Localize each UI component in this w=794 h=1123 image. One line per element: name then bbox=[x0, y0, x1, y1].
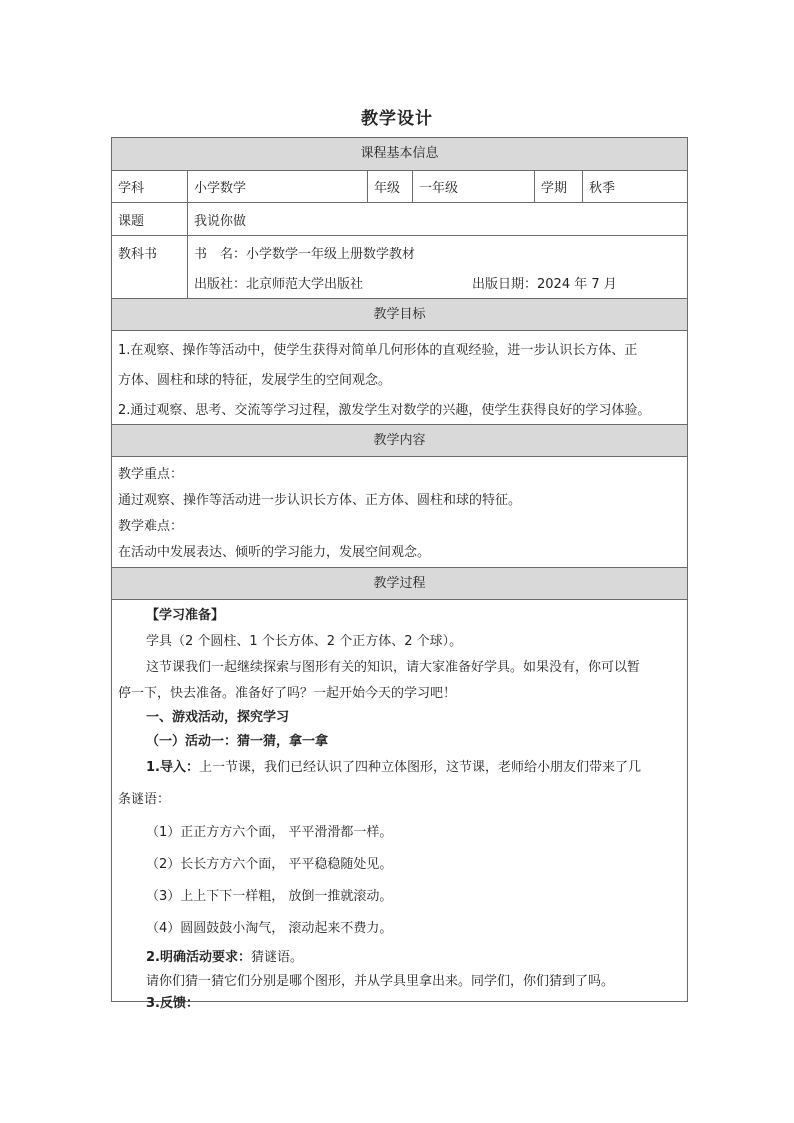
intro-text-b: 条谜语： bbox=[118, 792, 171, 807]
term-value: 秋季 bbox=[589, 181, 616, 196]
content-body bbox=[112, 457, 687, 568]
process-header: 教学过程 bbox=[112, 568, 687, 600]
section-1-heading: 一、游戏活动，探究学习 bbox=[146, 710, 290, 725]
subject-value: 小学数学 bbox=[188, 171, 368, 202]
objectives-header: 教学目标 bbox=[112, 299, 687, 331]
publish-date: 出版日期：2024 年 7 月 bbox=[472, 277, 617, 292]
intro-line-a bbox=[146, 756, 641, 775]
grade-value: 一年级 bbox=[413, 171, 535, 202]
objective-1b: 方体、圆柱和球的特征，发展学生的空间观念。 bbox=[118, 373, 392, 388]
feedback-label: 3.反馈： bbox=[146, 996, 199, 1011]
key-point-label: 教学重点： bbox=[118, 467, 184, 482]
objectives-body bbox=[112, 331, 687, 425]
subject-row bbox=[112, 171, 687, 203]
topic-row bbox=[112, 203, 687, 236]
riddle-3: （3）上上下下一样粗， 放倒一推就滚动。 bbox=[146, 889, 393, 904]
topic-label: 课题 bbox=[112, 203, 188, 235]
guess-text: 请你们猜一猜它们分别是哪个图形，并从学具里拿出来。同学们，你们猜到了吗。 bbox=[146, 974, 615, 989]
requirement-text: 猜谜语。 bbox=[250, 950, 303, 965]
key-point-text: 通过观察、操作等活动进一步认识长方体、正方体、圆柱和球的特征。 bbox=[118, 493, 522, 508]
prep-title: 【学习准备】 bbox=[146, 608, 225, 623]
prep-tools: 学具（2 个圆柱、1 个长方体、2 个正方体、2 个球）。 bbox=[146, 634, 463, 649]
riddle-2: （2）长长方方六个面， 平平稳稳随处见。 bbox=[146, 857, 393, 872]
publisher: 出版社：北京师范大学出版社 bbox=[194, 277, 364, 292]
intro-label: 1.导入： bbox=[146, 760, 199, 775]
content-header: 教学内容 bbox=[112, 425, 687, 457]
document-title: 教学设计 bbox=[361, 109, 433, 129]
prep-text-a: 这节课我们一起继续探索与图形有关的知识，请大家准备好学具。如果没有，你可以暂 bbox=[146, 660, 641, 675]
requirement-label: 2.明确活动要求： bbox=[146, 950, 251, 965]
grade-label: 年级 bbox=[368, 171, 413, 202]
book-name: 书 名：小学数学一年级上册数学教材 bbox=[194, 247, 416, 262]
objective-1a: 1.在观察、操作等活动中，使学生获得对简单几何形体的直观经验，进一步认识长方体、正 bbox=[118, 343, 638, 358]
basic-info-header: 课程基本信息 bbox=[112, 138, 687, 171]
riddle-4: （4）圆圆鼓鼓小淘气， 滚动起来不费力。 bbox=[146, 921, 393, 936]
difficulty-label: 教学难点： bbox=[118, 519, 184, 534]
difficulty-text: 在活动中发展表达、倾听的学习能力，发展空间观念。 bbox=[118, 545, 431, 560]
objective-2: 2.通过观察、思考、交流等学习过程，激发学生对数学的兴趣，使学生获得良好的学习体验。 bbox=[118, 403, 651, 418]
requirement-line bbox=[146, 946, 303, 965]
activity-1-heading: （一）活动一：猜一猜，拿一拿 bbox=[146, 734, 329, 749]
lesson-plan-table bbox=[111, 137, 688, 1011]
process-body bbox=[112, 600, 687, 1011]
textbook-row bbox=[112, 236, 687, 299]
textbook-label: 教科书 bbox=[112, 236, 188, 298]
prep-text-b: 停一下，快去准备。准备好了吗？一起开始今天的学习吧！ bbox=[118, 686, 457, 701]
term-label: 学期 bbox=[535, 171, 583, 202]
topic-value: 我说你做 bbox=[194, 213, 247, 229]
riddle-1: （1）正正方方六个面， 平平滑滑都一样。 bbox=[146, 825, 393, 840]
intro-text-a: 上一节课，我们已经认识了四种立体图形，这节课，老师给小朋友们带来了几 bbox=[198, 760, 641, 775]
subject-label: 学科 bbox=[112, 171, 188, 202]
